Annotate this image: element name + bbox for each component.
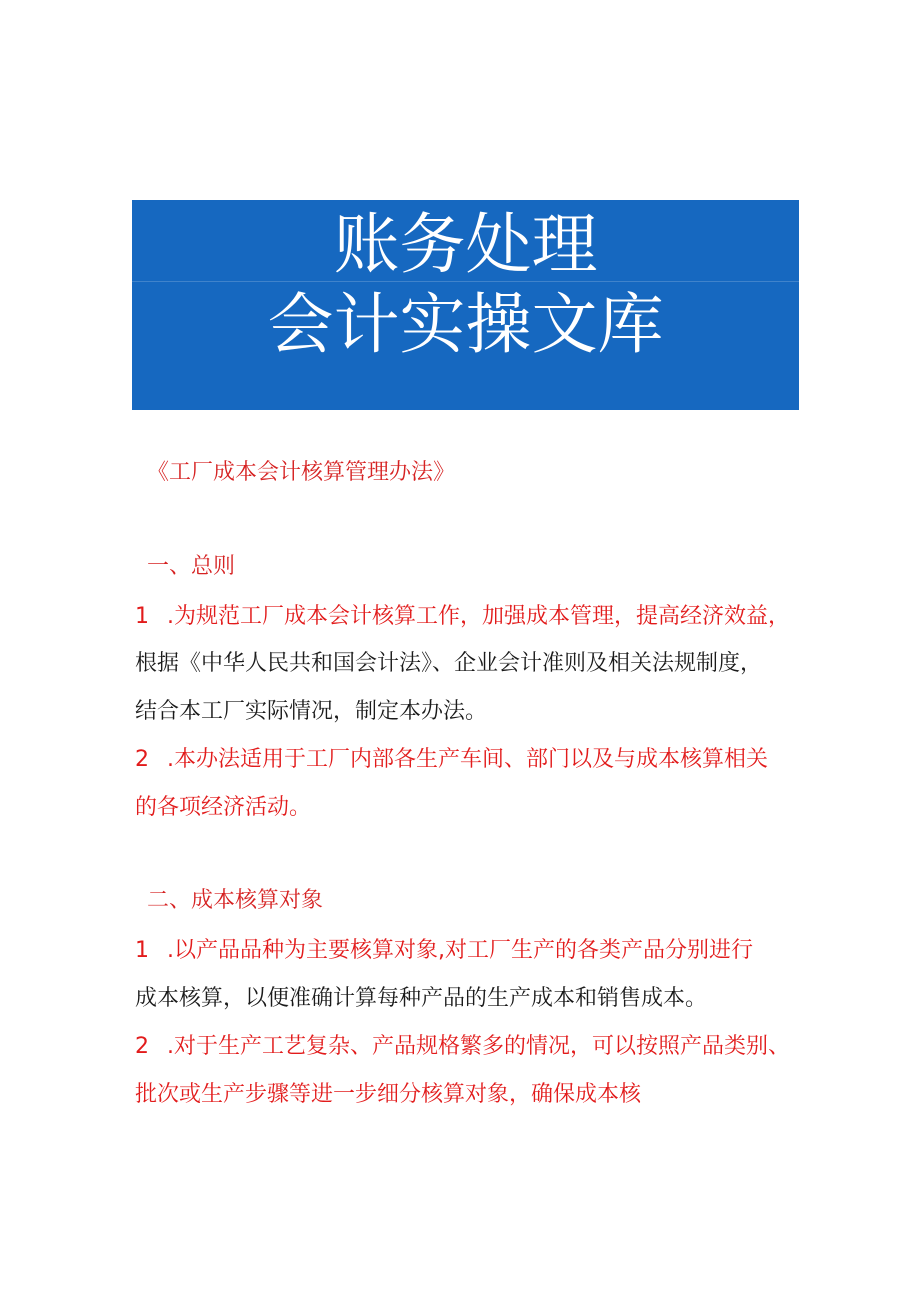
section-1-item-2-line-2: 的各项经济活动。 xyxy=(135,795,312,820)
section-1-item-1-line-3: 结合本工厂实际情况，制定本办法。 xyxy=(135,699,488,724)
section-1-item-2-line-1: 2 .本办法适用于工厂内部各生产车间、部门以及与成本核算相关 xyxy=(135,747,768,772)
section-1-item-1-line-1: 1 .为规范工厂成本会计核算工作，加强成本管理，提高经济效益， xyxy=(135,604,790,629)
section-2-item-2-line-2: 批次或生产步骤等进一步细分核算对象，确保成本核 xyxy=(135,1082,642,1107)
banner-title-line-2: 会计实操文库 xyxy=(267,286,664,363)
item-number: 1 xyxy=(135,938,149,963)
section-2-item-1-line-2: 成本核算，以便准确计算每种产品的生产成本和销售成本。 xyxy=(135,986,708,1011)
item-number: 1 xyxy=(135,604,149,629)
item-number: 2 xyxy=(135,1034,149,1059)
document-title: 《工厂成本会计核算管理办法》 xyxy=(147,460,456,485)
item-number: 2 xyxy=(135,747,149,772)
section-2-item-2-line-1: 2 .对于生产工艺复杂、产品规格繁多的情况，可以按照产品类别、 xyxy=(135,1034,790,1059)
section-2-item-1-line-1: 1 .以产品品种为主要核算对象,对工厂生产的各类产品分别进行 xyxy=(135,938,753,963)
section-heading-cost-objects: 二、成本核算对象 xyxy=(147,888,324,913)
header-banner xyxy=(132,200,799,410)
section-1-item-1-line-2: 根据《中华人民共和国会计法》、企业会计准则及相关法规制度， xyxy=(135,651,763,676)
banner-title-line-1: 账务处理 xyxy=(333,206,598,283)
section-heading-general: 一、总则 xyxy=(147,554,236,579)
